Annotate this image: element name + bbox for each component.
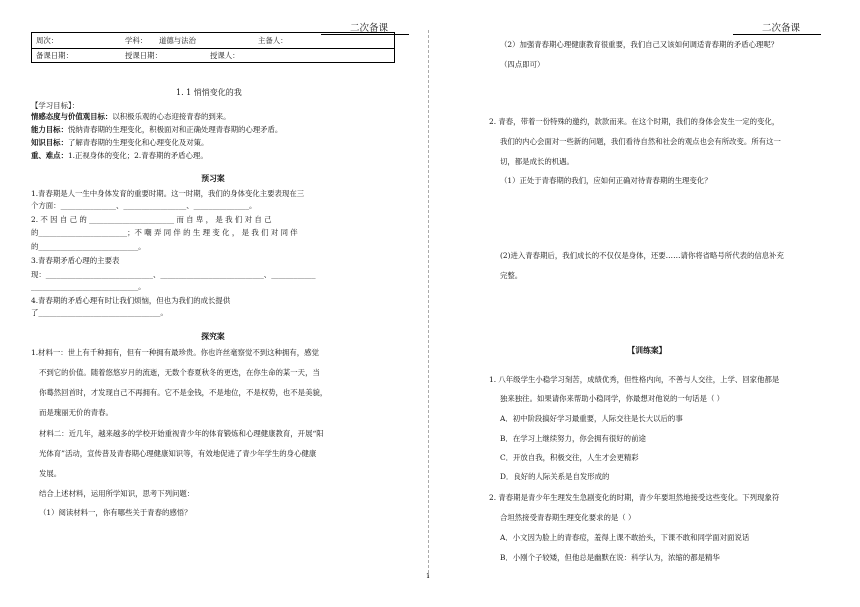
- second-prep-header-left: 二次备课: [321, 20, 409, 35]
- preview-line: 个方面：_______________、_________________、_______________。: [31, 201, 257, 210]
- q1-option-a: A．初中阶段搞好学习最重要，人际交往是长大以后的事: [500, 414, 683, 423]
- explore-line: 1.材料一：世上有千种拥有，但有一种拥有最珍贵。你也许丝毫察觉不到这种拥有，感觉: [31, 348, 319, 357]
- preview-line: 1.青春期是人一生中身体发育的重要时期。这一时期，我们的身体变化主要表现在三: [31, 189, 305, 198]
- q1-option-c: C．开放自我，积极交往，人生才会更精彩: [500, 453, 639, 462]
- teacher-label: 授课人：: [210, 51, 240, 60]
- info-row-1: [32, 33, 394, 48]
- explore-line: 你蓦然回首时，才发现自己不再拥有。它不是金钱，不是地位，不是权势，也不是美貌，: [39, 388, 328, 397]
- subject-value: 道德与法治: [159, 36, 196, 45]
- q2-stem-line: 合坦然接受青春期生理变化要求的是（ ）: [500, 513, 636, 522]
- explore-heading: 探究案: [201, 332, 225, 341]
- explore-line: 材料二：近几年，越来越多的学校开始重视青少年的体育锻炼和心理健康教育，开展“阳: [39, 429, 324, 438]
- preview-heading: 预习案: [201, 174, 225, 183]
- week-label: 周次：: [36, 36, 59, 45]
- lesson-info-table: [31, 32, 395, 63]
- q2-line: （四点即可）: [500, 60, 545, 69]
- item2-line: （1）正处于青春期的我们，应如何正确对待青春期的生理变化？: [500, 176, 712, 185]
- preview-line: 的___________________________。: [31, 242, 146, 251]
- lesson-title: 1. 1 悄悄变化的我: [176, 88, 242, 97]
- item2-line: 我们的内心会面对一些新的问题，我们看待自然和社会的观点也会有所改变。所有这一: [500, 137, 781, 146]
- teach-date-label: 授课日期：: [125, 51, 162, 60]
- prep-date-label: 备课日期：: [36, 51, 73, 60]
- main-preparer-label: 主备人：: [258, 36, 288, 45]
- preview-line: 的________________________；不 嘲 弄 同 伴 的 生 理 变 化 ， 是 我 们 对 同 伴: [31, 228, 298, 237]
- q2-option-a: A．小文因为脸上的青春痘，羞得上课不敢抬头，下课不敢和同学面对面说话: [500, 533, 750, 542]
- page-number: 1: [426, 572, 431, 580]
- column-divider: [428, 30, 430, 578]
- goal-knowledge: 知识目标：了解青春期的生理变化和心理变化及对策。: [31, 138, 209, 147]
- goals-heading: 【学习目标】：: [31, 101, 80, 110]
- q2-stem-line: 2. 青春期是青少年生理发生急剧变化的时期，青少年要坦然地接受这些变化。下列现象符: [489, 493, 780, 502]
- preview-line: 现：_____________________________、____________________________、____________: [31, 270, 316, 279]
- goal-key-points: 重、难点：1.正视身体的变化；2.青春期的矛盾心理。: [31, 151, 208, 160]
- preview-line: 2. 不 因 自 己 的 _______________________ 而 自 卑 ， 是 我 们 对 自 己: [31, 215, 272, 224]
- explore-line: 光体育”活动，宣传普及青春期心理健康知识等，有效地促进了青少年学生的身心健康: [39, 449, 317, 458]
- explore-line: 发展。: [39, 469, 62, 478]
- preview-line: 3.青春期矛盾心理的主要表: [31, 256, 120, 265]
- q1-stem-line: 独来独往。如果请你来帮助小稳同学，你最想对他说的一句话是（ ）: [500, 394, 725, 403]
- q1-option-d: D．良好的人际关系是自发形成的: [500, 472, 610, 481]
- explore-line: （1）阅读材料一，你有哪些关于青春的感悟？: [39, 508, 192, 517]
- q2-option-b: B．小刚个子较矮，但他总是幽默在说：科学认为，浓缩的都是精华: [500, 553, 720, 562]
- item2b-line: (2)进入青春期后，我们成长的不仅仅是身体，还要……请你将省略号所代表的信息补充: [500, 251, 784, 260]
- q1-stem-line: 1. 八年级学生小稳学习刻苦，成绩优秀，但性格内向，不善与人交往，上学、回家他都是: [489, 375, 780, 384]
- second-prep-header-right: 二次备课: [733, 20, 821, 35]
- info-row-2: [32, 48, 394, 64]
- item2-line: 切，都是成长的机遇。: [500, 157, 574, 166]
- explore-line: 而是瑰丽无价的青春。: [39, 408, 113, 417]
- explore-line: 不到它的价值。随着悠悠岁月的流逝，无数个春夏秋冬的更迭，在你生命的某一天，当: [39, 368, 320, 377]
- preview-line: 4.青春期的矛盾心理有时让我们烦恼，但也为我们的成长提供: [31, 296, 231, 305]
- preview-line: _____________________________。: [31, 282, 146, 291]
- subject-label: 学科：: [125, 36, 148, 45]
- item2-line: 2. 青春，带着一份特殊的邀约，款款而来。在这个时期，我们的身体会发生一定的变化，: [489, 117, 780, 126]
- item2b-line: 完整。: [500, 271, 523, 280]
- training-heading: 【训练案】: [627, 346, 667, 355]
- preview-line: 了_________________________________。: [31, 308, 168, 317]
- goal-ability: 能力目标：悦纳青春期的生理变化，积极面对和正确处理青春期的心理矛盾。: [31, 125, 283, 134]
- q1-option-b: B．在学习上继续努力，你会拥有很好的前途: [500, 434, 646, 443]
- goal-affective: 情感态度与价值观目标：以积极乐观的心态迎接青春的到来。: [31, 112, 231, 121]
- explore-line: 结合上述材料，运用所学知识，思考下列问题：: [39, 489, 195, 498]
- q2-line: （2）加强青春期心理健康教育很重要，我们自己又该如何调适青春期的矛盾心理呢？: [500, 40, 779, 49]
